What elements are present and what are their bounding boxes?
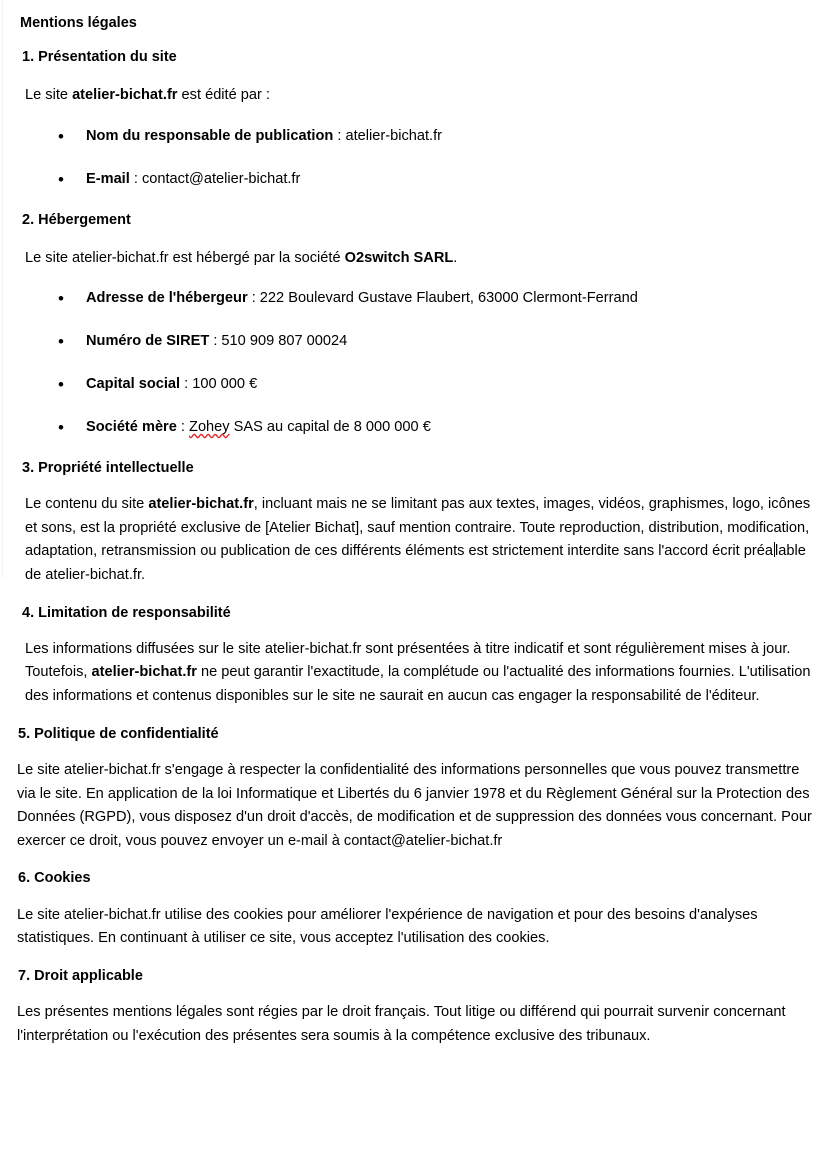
list-item <box>0 126 816 148</box>
section-heading-1: 1. Présentation du site <box>22 49 177 66</box>
spacer <box>0 477 816 493</box>
bullet-value: : atelier-bichat.fr <box>333 127 442 144</box>
bullet-label: Société mère <box>86 419 177 436</box>
section-1-intro-bold: atelier-bichat.fr <box>72 87 178 104</box>
section-heading-5: 5. Politique de confidentialité <box>18 725 219 742</box>
list-item <box>0 288 816 310</box>
spacer <box>0 32 816 48</box>
section-heading-2: 2. Hébergement <box>22 211 131 228</box>
section-4-paragraph <box>0 638 815 709</box>
list-item <box>0 331 816 353</box>
section-2-intro <box>0 247 816 271</box>
section-heading-6: 6. Cookies <box>18 870 91 887</box>
bullet-label: Adresse de l'hébergeur <box>86 290 248 307</box>
bullet-value-prefix: : <box>176 419 190 436</box>
section-4-text-a: Les informations diffusées sur le site atelier-bichat.fr sont présentées à titre indicatif et sont régulièrement mises à jour. Toutefois, <box>25 640 791 681</box>
spacer <box>0 951 816 967</box>
page-title: Mentions légales <box>20 15 137 31</box>
bullet-label: Nom du responsable de publication <box>86 127 334 144</box>
bullet-label: E-mail <box>86 170 130 187</box>
section-heading-4: 4. Limitation de responsabilité <box>22 604 231 621</box>
spacer <box>0 743 816 759</box>
section-1-intro <box>0 84 816 108</box>
list-item <box>0 169 816 191</box>
section-2-intro-suffix: . <box>453 249 458 266</box>
section-heading-3: 3. Propriété intellectuelle <box>22 460 194 476</box>
bullet-value: : contact@atelier-bichat.fr <box>129 170 301 187</box>
list-item <box>0 374 816 396</box>
section-3-paragraph <box>0 493 815 588</box>
section-1-intro-prefix: Le site <box>25 87 73 104</box>
section-3-text-b: , incluant mais ne se limitant pas aux textes, images, vidéos, graphismes, logo, icônes et sons, est la propriété exclusive de [Atelier Bichat], sauf mention contraire. Toute reproduction, distribution, modification, adaptation, retransmission ou publication de ces différents éléments est strictement interdite sans l'accord écrit préa <box>25 496 811 560</box>
section-3-bold: atelier-bichat.fr <box>148 496 254 513</box>
spacer <box>0 622 816 638</box>
section-1-intro-suffix: est édité par : <box>177 87 270 104</box>
spacer <box>0 888 816 904</box>
section-3-text-a: Le contenu du site <box>25 496 149 513</box>
section-2-intro-bold: O2switch SARL <box>344 249 454 266</box>
bullet-value-suffix: SAS au capital de 8 000 000 € <box>229 419 431 436</box>
bullet-label: Capital social <box>86 376 181 393</box>
spacer <box>0 229 816 247</box>
spacer <box>0 191 816 211</box>
spacer <box>0 439 816 459</box>
spacer <box>0 588 816 604</box>
section-2-bullet-list <box>0 288 816 439</box>
spacer <box>0 853 816 869</box>
section-4-text-b: ne peut garantir l'exactitude, la complétude ou l'actualité des informations fournies. L'utilisation des informations et contenus disponibles sur le site ne saurait en aucun cas engager la responsabilité de l'éditeur. <box>25 664 811 705</box>
bullet-value: : 100 000 € <box>180 376 258 393</box>
spacer <box>0 985 816 1001</box>
section-7-paragraph: Les présentes mentions légales sont régies par le droit français. Tout litige ou différend qui pourrait survenir concernant l'interprétation ou l'exécution des présentes sera soumis à la compétence exclusive des tribunaux. <box>17 1003 786 1044</box>
spellcheck-misspelled-word[interactable]: Zohey <box>189 419 230 436</box>
bullet-label: Numéro de SIRET <box>86 333 210 350</box>
section-3-text-c: lable de atelier-bichat.fr. <box>25 543 806 584</box>
section-6-paragraph: Le site atelier-bichat.fr utilise des cookies pour améliorer l'expérience de navigation et pour des besoins d'analyses statistiques. En continuant à utiliser ce site, vous acceptez l'utilisation des cookies. <box>17 906 758 947</box>
spacer <box>0 709 816 725</box>
bullet-value: : 222 Boulevard Gustave Flaubert, 63000 Clermont-Ferrand <box>247 290 638 307</box>
section-heading-7: 7. Droit applicable <box>18 967 143 984</box>
bullet-value: : 510 909 807 00024 <box>209 333 348 350</box>
section-1-bullet-list <box>0 126 816 191</box>
list-item <box>0 417 816 439</box>
section-2-intro-prefix: Le site atelier-bichat.fr est hébergé par la société <box>25 249 345 266</box>
section-4-bold: atelier-bichat.fr <box>91 664 197 681</box>
spacer <box>0 66 816 84</box>
section-5-paragraph: Le site atelier-bichat.fr s'engage à respecter la confidentialité des informations personnelles que vous pouvez transmettre via le site. En application de la loi Informatique et Libertés du 6 janvier 1978 et du Règlement Général sur la Protection des Données (RGPD), vous disposez d'un droit d'accès, de modification et de suppression des données vous concernant. Pour exercer ce droit, vous pouvez envoyer un e-mail à contact@atelier-bichat.fr <box>17 761 812 849</box>
